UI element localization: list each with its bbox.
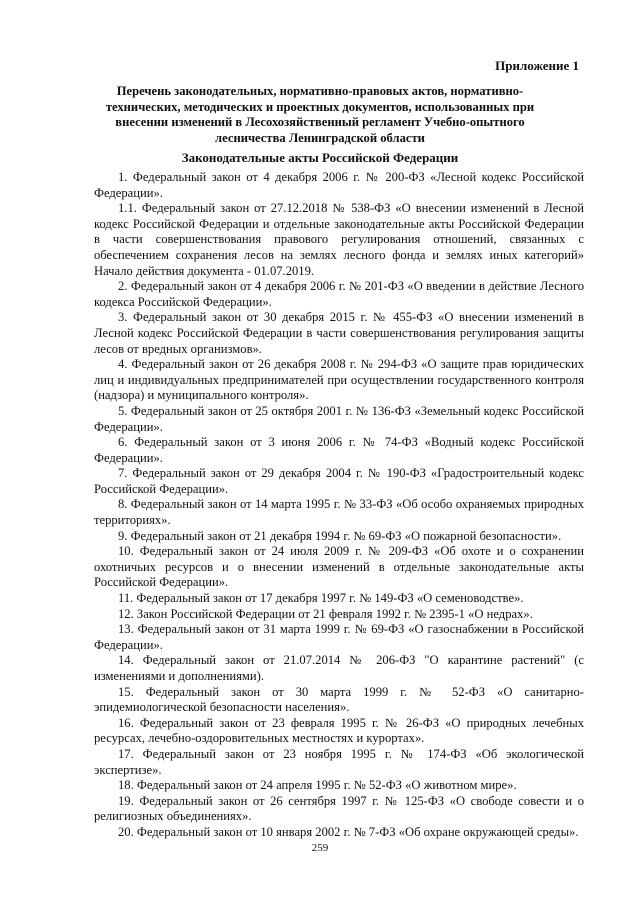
list-item: 16. Федеральный закон от 23 февраля 1995 г. № 26-ФЗ «О природных лечебных ресурсах, лечебно-оздоровительных местностях и курортах». xyxy=(94,715,584,746)
list-item: 13. Федеральный закон от 31 марта 1999 г. № 69-ФЗ «О газоснабжении в Российской Федерации». xyxy=(94,622,584,652)
list-item: 9. Федеральный закон от 21 декабря 1994 г. № 69-ФЗ «О пожарной безопасности». xyxy=(118,528,562,543)
list-item: 20. Федеральный закон от 10 января 2002 г. № 7-ФЗ «Об охране окружающей среды». xyxy=(118,824,579,839)
list-item: 4. Федеральный закон от 26 декабря 2008 г. № 294-ФЗ «О защите прав юридических лиц и индивидуальных предпринимателей при осуществлении государственного контроля (надзора) и муниципального контроля». xyxy=(94,357,584,403)
list-item: 8. Федеральный закон от 14 марта 1995 г. № 33-ФЗ «Об особо охраняемых природных территориях». xyxy=(94,497,584,528)
list-item: 5. Федеральный закон от 25 октября 2001 г. № 136-ФЗ «Земельный кодекс Российской Федерации». xyxy=(94,403,584,434)
list-item: 10. Федеральный закон от 24 июля 2009 г. № 209-ФЗ «Об охоте и о сохранении охотничьих ресурсов и о внесении изменений в отдельные законодательные акты Российской Федерации». xyxy=(94,544,584,590)
section-heading: Законодательные акты Российской Федерации xyxy=(181,150,459,165)
list-item: 11. Федеральный закон от 17 декабря 1997 г. № 149-ФЗ «О семеноводстве». xyxy=(118,591,524,606)
list-item: 12. Закон Российской Федерации от 21 февраля 1992 г. № 2395-1 «О недрах». xyxy=(118,606,533,621)
list-item: 15. Федеральный закон от 30 марта 1999 г. № 52-ФЗ «О санитарно-эпидемиологической безопасности населения». xyxy=(94,684,584,715)
list-item: 3. Федеральный закон от 30 декабря 2015 г. № 455-ФЗ «О внесении изменений в Лесной кодекс Российской Федерации в части совершенствования регулирования защиты лесов от вредных организмов». xyxy=(94,310,584,356)
law-list xyxy=(94,170,584,841)
list-item: 18. Федеральный закон от 24 апреля 1995 г. № 52-ФЗ «О животном мире». xyxy=(118,778,517,793)
list-item: 19. Федеральный закон от 26 сентября 1997 г. № 125-ФЗ «О свободе совести и о религиозных объединениях». xyxy=(94,793,584,824)
appendix-label: Приложение 1 xyxy=(495,58,579,73)
page-number: 259 xyxy=(311,842,329,854)
list-item: 2. Федеральный закон от 4 декабря 2006 г. № 201-ФЗ «О введении в действие Лесного кодекса Российской Федерации». xyxy=(94,279,584,309)
list-item: 6. Федеральный закон от 3 июня 2006 г. № 74-ФЗ «Водный кодекс Российской Федерации». xyxy=(94,435,584,465)
document-title: Перечень законодательных, нормативно-правовых актов, нормативно-технических, методических и проектных документов, использованных при внесении изменений в Лесохозяйственный регламент Учебно-опытного лесничества Ленинградской области xyxy=(105,84,535,145)
list-item: 1. Федеральный закон от 4 декабря 2006 г. № 200-ФЗ «Лесной кодекс Российской Федерации». xyxy=(94,170,584,200)
list-item: 7. Федеральный закон от 29 декабря 2004 г. № 190-ФЗ «Градостроительный кодекс Российской Федерации». xyxy=(94,466,584,496)
list-item: 17. Федеральный закон от 23 ноября 1995 г. № 174-ФЗ «Об экологической экспертизе». xyxy=(94,746,584,777)
list-item: 1.1. Федеральный закон от 27.12.2018 № 538-ФЗ «О внесении изменений в Лесной кодекс Российской Федерации и отдельные законодательные акты Российской Федерации в части совершенствования правового регулирования отношений, связанных с обеспечением сохранения лесов на землях лесного фонда и землях иных категорий» Начало действия документа - 01.07.2019. xyxy=(94,201,584,278)
list-item: 14. Федеральный закон от 21.07.2014 № 206-ФЗ "О карантине растений" (с изменениями и дополнениями). xyxy=(94,653,584,683)
